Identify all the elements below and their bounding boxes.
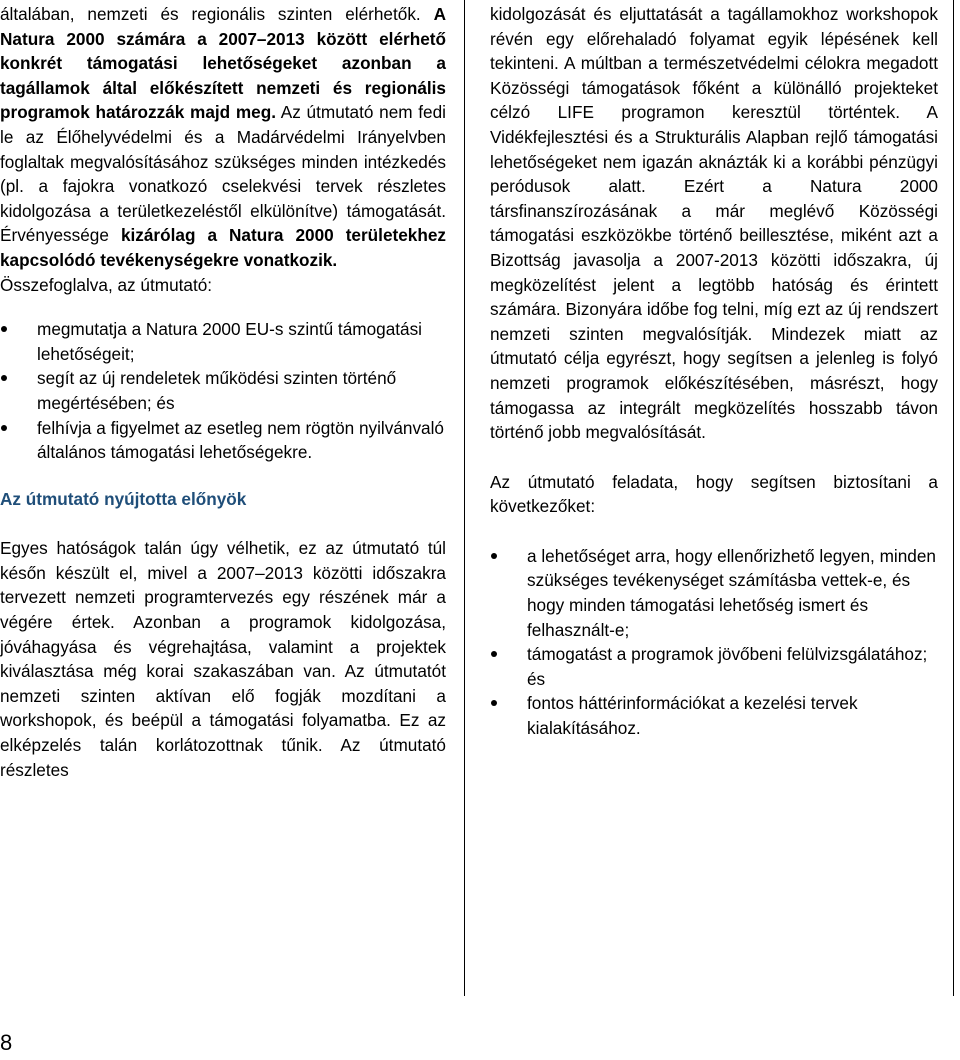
validity-bold-text: kizárólag a Natura 2000 területekhez kapcsolódó tevékenységekre vonatkozik. [0, 225, 447, 270]
list-item: felhívja a figyelmet az esetleg nem rögtön nyilvánvaló általános támogatási lehetőségekre. [0, 416, 446, 465]
summary-intro: Összefoglalva, az útmutató: [0, 274, 213, 295]
intro-bold-sentence: A Natura 2000 számára a 2007–2013 között elérhető konkrét támogatási lehetőségeket azonban a tagállamok által előkészített nemzeti és regionális programok határozzák majd meg. [0, 4, 446, 123]
summary-bullet-list [0, 317, 446, 465]
list-item: segít az új rendeletek működési szinten történő megértésében; és [0, 366, 446, 415]
list-item: megmutatja a Natura 2000 EU-s szintű támogatási lehetőségeit; [0, 317, 446, 366]
page-number: 8 [0, 1030, 13, 1055]
right-column [490, 2, 938, 741]
column-divider-right [953, 0, 954, 996]
section-heading: Az útmutató nyújtotta előnyök [0, 488, 247, 509]
left-column [0, 2, 446, 782]
continuation-paragraph: kidolgozását és eljuttatását a tagállamokhoz workshopok révén egy előrehaladó folyamat egyik lépésének kell tekinteni. A múltban a természetvédelmi célokra megadott Közösségi támogatások főként a különálló projekteket célzó LIFE programon keresztül történtek. A Vidékfejlesztési és a Strukturális Alapban rejlő támogatási lehetőségeket nem igazán aknázták ki a korábbi pénzügyi peródusok alatt. Ezért a Natura 2000 társfinanszírozásának a már meglévő Közösségi támogatási eszközökbe történő beillesztése, miként azt a Bizottság javasolja a 2007-2013 közötti időszakra, új megközelítést jelent a legtöbb hatóság és érintett számára. Bizonyára időbe fog telni, míg ezt az új rendszert nemzeti szinten megvalósítják. Mindezek miatt az útmutató célja egyrészt, hogy segítsen a jelenleg is folyó nemzeti programok előkészítésében, másrészt, hogy támogassa az integrált megközelítés hosszabb távon történő jobb megvalósítását. [490, 4, 938, 443]
validity-sentence-start: Érvényessége [0, 225, 109, 246]
column-divider-left [464, 0, 465, 996]
task-bullet-list [490, 544, 938, 741]
intro-paragraph [0, 2, 446, 273]
list-item: a lehetőséget arra, hogy ellenőrizhető legyen, minden szükséges tevékenységet számításba vettek-e, és hogy minden támogatási lehetőség ismert és felhasznált-e; [490, 544, 938, 642]
list-item: támogatást a programok jövőbeni felülvizsgálatához; és [490, 642, 938, 691]
task-intro: Az útmutató feladata, hogy segítsen biztosítani a következőket: [490, 471, 938, 517]
list-item: fontos háttérinformációkat a kezelési tervek kialakításához. [490, 691, 938, 740]
scope-sentence: Az útmutató nem fedi le az Élőhelyvédelmi és a Madárvédelmi Irányelvben foglaltak megvalósításához szükséges minden intézkedés (pl. a fajokra vonatkozó cselekvési tervek részletes kidolgozása a területkezeléstől elkülönítve) támogatását. [0, 102, 446, 221]
intro-sentence: általában, nemzeti és regionális szinten elérhetők. [0, 4, 421, 24]
benefits-paragraph: Egyes hatóságok talán úgy vélhetik, ez az útmutató túl későn készült el, mivel a 2007–2013 közötti időszakra tervezett nemzeti programtervezés egy részének már a végére értek. Azonban a programok kidolgozása, jóváhagyása és végrehajtása, valamint a projektek kiválasztása még korai szakaszában van. Az útmutatót nemzeti szinten aktívan elő fogják mozdítani a workshopok, és beépül a támogatási folyamatba. Ez az elképzelés talán korlátozottnak tűnik. Az útmutató részletes [0, 538, 446, 780]
